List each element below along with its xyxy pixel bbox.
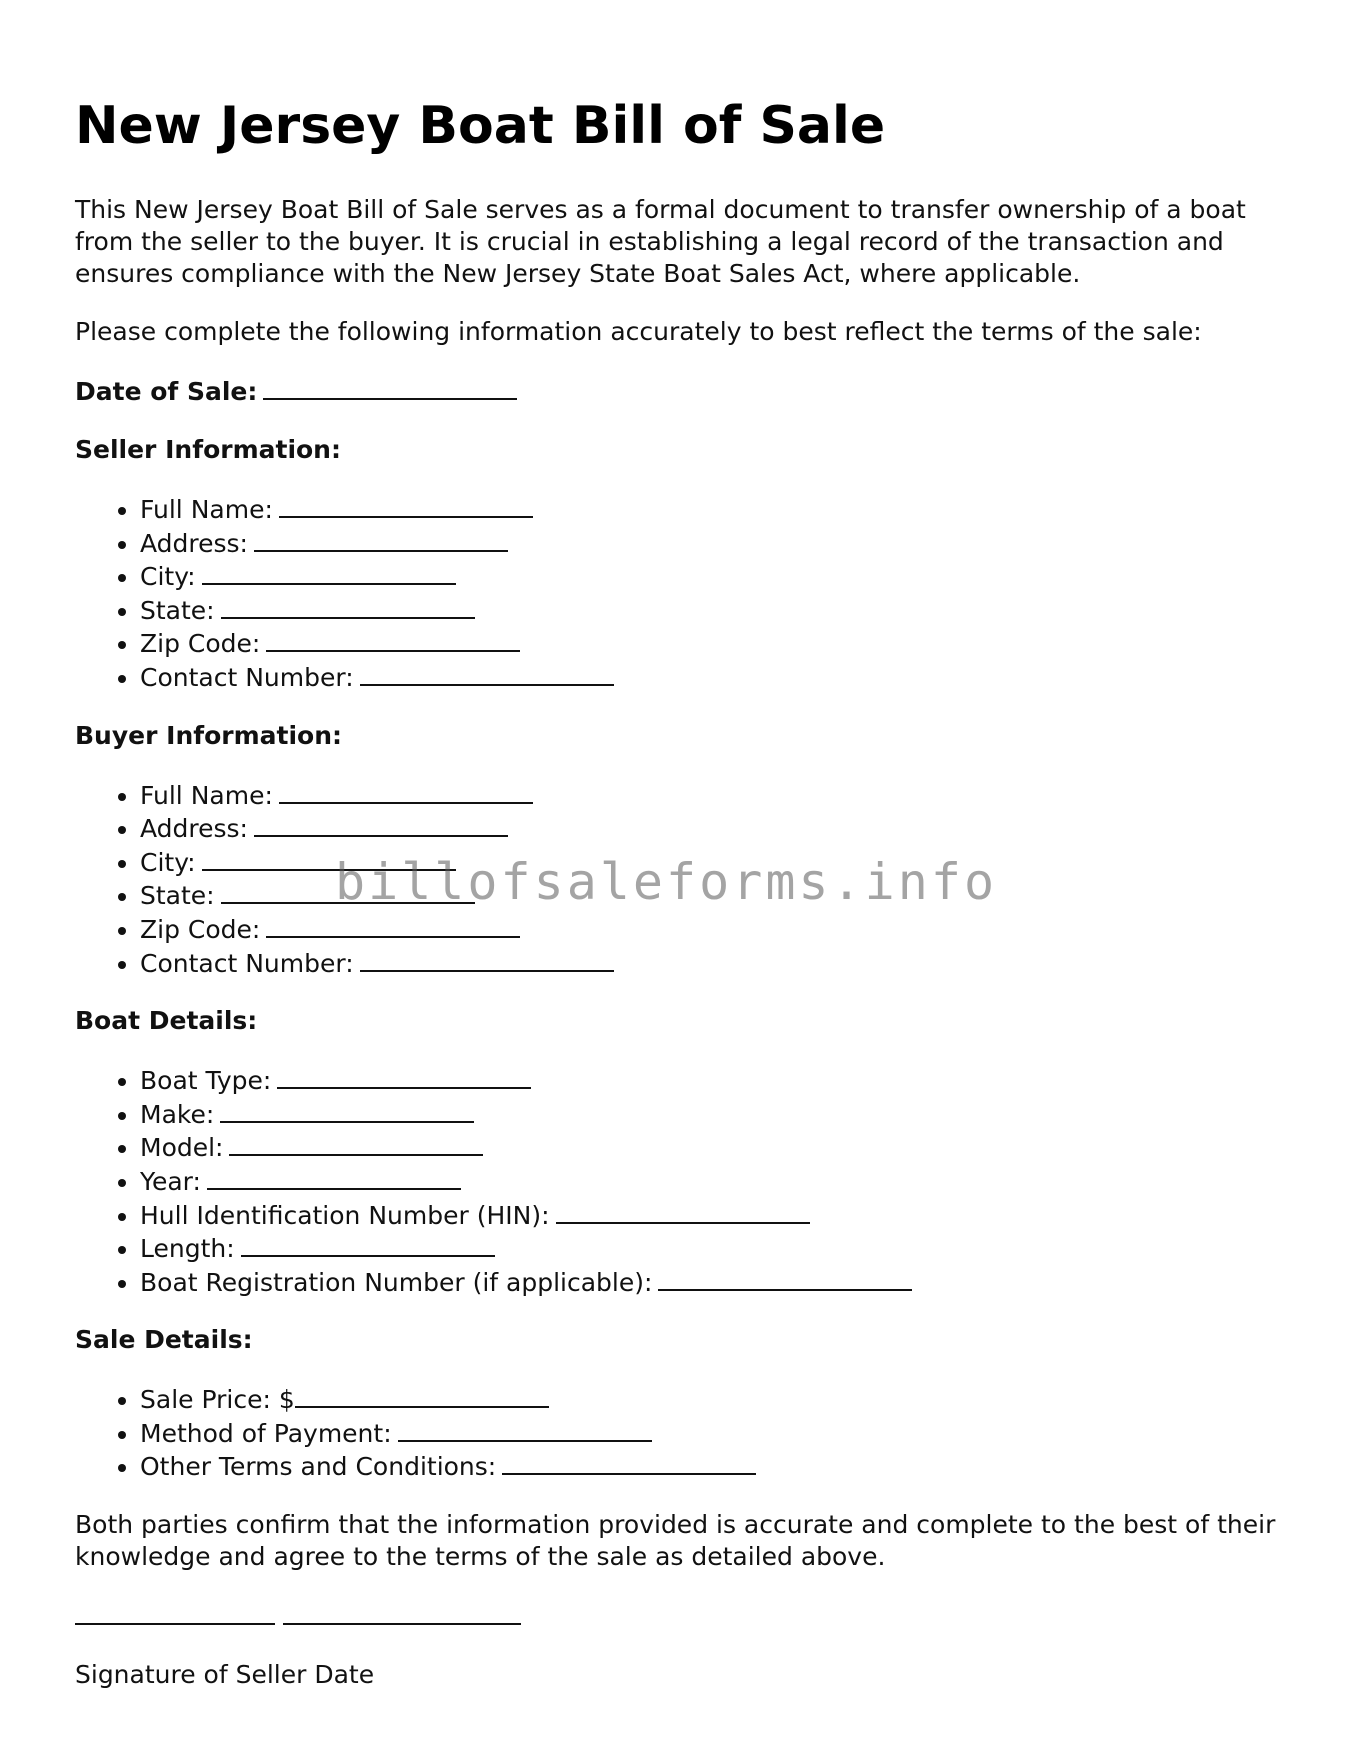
- seller-zip-blank[interactable]: [266, 626, 520, 652]
- list-item: [140, 778, 1295, 812]
- document-title: New Jersey Boat Bill of Sale: [75, 96, 886, 156]
- seller-signature-blank[interactable]: [75, 1599, 275, 1625]
- buyer-fields-list: [75, 778, 1295, 980]
- buyer-address-blank[interactable]: [254, 811, 508, 837]
- buyer-city-label: City:: [140, 847, 196, 877]
- boat-heading: Boat Details:: [75, 1006, 258, 1036]
- seller-contact-label: Contact Number:: [140, 662, 354, 692]
- buyer-zip-label: Zip Code:: [140, 914, 261, 944]
- list-item: [140, 1130, 1295, 1164]
- watermark-text: billofsaleforms.info: [335, 853, 998, 911]
- list-item: [140, 492, 1295, 526]
- boat-length-label: Length:: [140, 1234, 235, 1264]
- list-item: [140, 1231, 1295, 1265]
- buyer-full-name-blank[interactable]: [279, 778, 533, 804]
- boat-type-blank[interactable]: [277, 1063, 531, 1089]
- sale-price-label: Sale Price: $: [140, 1385, 295, 1415]
- boat-hin-label: Hull Identification Number (HIN):: [140, 1200, 550, 1230]
- payment-method-label: Method of Payment:: [140, 1418, 392, 1448]
- payment-method-blank[interactable]: [398, 1416, 652, 1442]
- buyer-heading: Buyer Information:: [75, 720, 343, 750]
- seller-address-label: Address:: [140, 528, 248, 558]
- buyer-full-name-label: Full Name:: [140, 780, 273, 810]
- boat-fields-list: [75, 1063, 1295, 1298]
- list-item: [140, 526, 1295, 560]
- seller-full-name-label: Full Name:: [140, 495, 273, 524]
- boat-model-label: Model:: [140, 1133, 224, 1163]
- signature-lines: [75, 1599, 1295, 1631]
- boat-model-blank[interactable]: [229, 1130, 483, 1156]
- buyer-zip-blank[interactable]: [266, 912, 520, 938]
- boat-year-blank[interactable]: [207, 1164, 461, 1190]
- buyer-address-label: Address:: [140, 814, 248, 844]
- list-item: [140, 626, 1295, 660]
- list-item: [140, 1265, 1295, 1299]
- list-item: [140, 1382, 1295, 1416]
- list-item: [140, 593, 1295, 627]
- list-item: [140, 912, 1295, 946]
- buyer-state-label: State:: [140, 881, 215, 911]
- date-of-sale-field: [75, 374, 1295, 408]
- boat-registration-label: Boat Registration Number (if applicable):: [140, 1267, 653, 1297]
- document-page: [75, 96, 1295, 1691]
- list-item: [140, 1449, 1295, 1483]
- boat-type-label: Boat Type:: [140, 1066, 272, 1096]
- boat-hin-blank[interactable]: [556, 1198, 810, 1224]
- seller-city-blank[interactable]: [202, 559, 456, 585]
- other-terms-blank[interactable]: [502, 1449, 756, 1475]
- other-terms-label: Other Terms and Conditions:: [140, 1452, 497, 1482]
- list-item: [140, 811, 1295, 845]
- date-of-sale-label: Date of Sale:: [75, 377, 258, 406]
- list-item: [140, 946, 1295, 980]
- list-item: [140, 845, 1295, 879]
- seller-address-blank[interactable]: [254, 526, 508, 552]
- seller-full-name-blank[interactable]: [279, 492, 533, 518]
- boat-length-blank[interactable]: [241, 1231, 495, 1257]
- seller-fields-list: [75, 492, 1295, 694]
- signature-caption: Signature of Seller Date: [75, 1660, 375, 1690]
- seller-zip-label: Zip Code:: [140, 629, 261, 659]
- seller-city-label: City:: [140, 562, 196, 592]
- boat-make-label: Make:: [140, 1099, 215, 1129]
- sale-heading: Sale Details:: [75, 1325, 253, 1355]
- list-item: [140, 559, 1295, 593]
- intro-paragraph: This New Jersey Boat Bill of Sale serves as a formal document to transfer ownership of a boat from the seller to the buyer. It is crucial in establishing a legal record of the transaction and ensures compliance with the New Jersey State Boat Sales Act, where applicable.: [75, 195, 1246, 288]
- buyer-state-blank[interactable]: [221, 878, 475, 904]
- buyer-contact-label: Contact Number:: [140, 948, 354, 978]
- list-item: [140, 1097, 1295, 1131]
- seller-state-blank[interactable]: [221, 593, 475, 619]
- list-item: [140, 660, 1295, 694]
- confirmation-paragraph: Both parties confirm that the information provided is accurate and complete to the best of their knowledge and agree to the terms of the sale as detailed above.: [75, 1510, 1276, 1572]
- seller-date-blank[interactable]: [283, 1599, 521, 1625]
- sale-price-blank[interactable]: [295, 1382, 549, 1408]
- boat-year-label: Year:: [140, 1166, 201, 1196]
- list-item: [140, 1063, 1295, 1097]
- date-of-sale-blank[interactable]: [263, 374, 517, 400]
- buyer-contact-blank[interactable]: [360, 946, 614, 972]
- buyer-city-blank[interactable]: [202, 845, 456, 871]
- instructions-paragraph: Please complete the following information accurately to best reflect the terms of the sale:: [75, 317, 1202, 346]
- boat-make-blank[interactable]: [220, 1097, 474, 1123]
- list-item: [140, 1164, 1295, 1198]
- list-item: [140, 1198, 1295, 1232]
- seller-contact-blank[interactable]: [360, 660, 614, 686]
- list-item: [140, 878, 1295, 912]
- boat-registration-blank[interactable]: [658, 1265, 912, 1291]
- sale-fields-list: [75, 1382, 1295, 1483]
- seller-heading: Seller Information:: [75, 435, 341, 464]
- seller-state-label: State:: [140, 595, 215, 625]
- list-item: [140, 1416, 1295, 1450]
